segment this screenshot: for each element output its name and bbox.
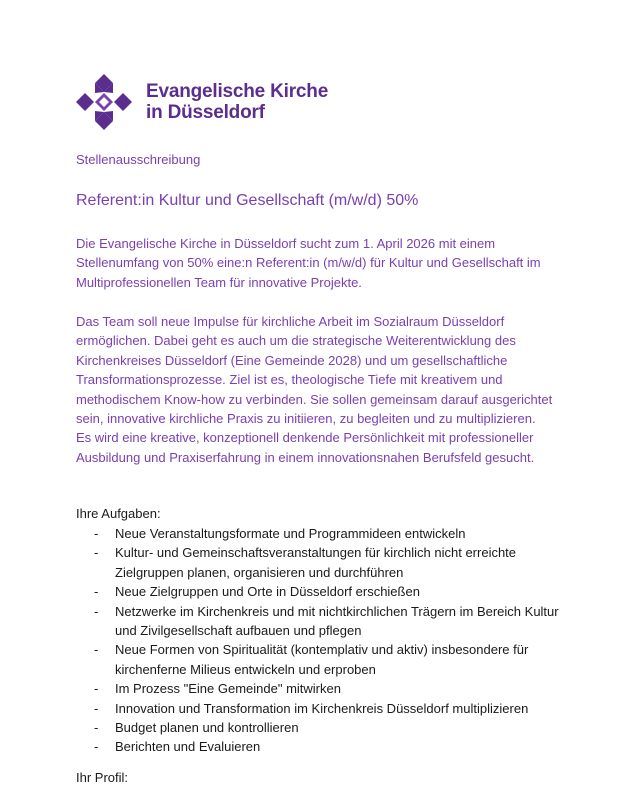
- list-item: - Netzwerke im Kirchenkreis und mit nichtkirchlichen Trägern im Bereich Kultur und Zivilgesellschaft aufbauen und pflegen: [94, 603, 559, 639]
- posting-title: Referent:in Kultur und Gesellschaft (m/w/d) 50%: [76, 192, 419, 209]
- list-item: - Neue Formen von Spiritualität (kontemplativ und aktiv) insbesondere für kirchenferne Milieus entwickeln und erproben: [94, 642, 529, 677]
- list-item: - Kultur- und Gemeinschaftsveranstaltungen für kirchlich nicht erreichte Zielgruppen planen, organisieren und durchführen: [94, 545, 517, 580]
- team-paragraph: [76, 312, 561, 467]
- logo: [76, 74, 328, 130]
- list-item: - Berichten und Evaluieren: [94, 739, 261, 755]
- profile-heading: Ihr Profil:: [76, 770, 129, 785]
- tasks-list: [94, 524, 564, 757]
- logo-line-1: Evangelische Kirche: [146, 81, 329, 102]
- list-item: - Neue Veranstaltungsformate und Programmideen entwickeln: [94, 526, 466, 541]
- intro-paragraph: Die Evangelische Kirche in Düsseldorf sucht zum 1. April 2026 mit einem Stellenumfang von 50% eine:n Referent:in (m/w/d) für Kultur und Gesellschaft im Multiprofessionellen Team für innovative Projekte.: [76, 236, 541, 290]
- search-text: Es wird eine kreative, konzeptionell denkende Persönlichkeit mit professioneller Ausbildung und Praxiserfahrung in einem innovationsnahen Berufsfeld gesucht.: [76, 430, 535, 465]
- list-item: - Im Prozess "Eine Gemeinde" mitwirken: [94, 681, 341, 697]
- church-cross-logo-icon: [76, 74, 132, 130]
- list-item: - Innovation und Transformation im Kirchenkreis Düsseldorf multiplizieren: [94, 700, 529, 716]
- list-item: - Budget planen und kontrollieren: [94, 720, 299, 736]
- team-text: Das Team soll neue Impulse für kirchliche Arbeit im Sozialraum Düsseldorf ermöglichen. Dabei geht es auch um die strategische Weiterentwicklung des Kirchenkreises Düsseldorf (Eine Gemeinde 2028) und um gesellschaftliche Transformationsprozesse. Ziel ist es, theologische Tiefe mit kreativem und methodischem Know-how zu verbinden. Sie sollen gemeinsam darauf ausgerichtet sein, innovative kirchliche Praxis zu initiieren, zu begleiten und zu multiplizieren.: [76, 314, 553, 427]
- tasks-heading: Ihre Aufgaben:: [76, 506, 161, 521]
- posting-label: Stellenausschreibung: [76, 152, 201, 167]
- list-item: - Neue Zielgruppen und Orte in Düsseldorf erschießen: [94, 584, 420, 600]
- logo-line-2: in Düsseldorf: [146, 102, 265, 123]
